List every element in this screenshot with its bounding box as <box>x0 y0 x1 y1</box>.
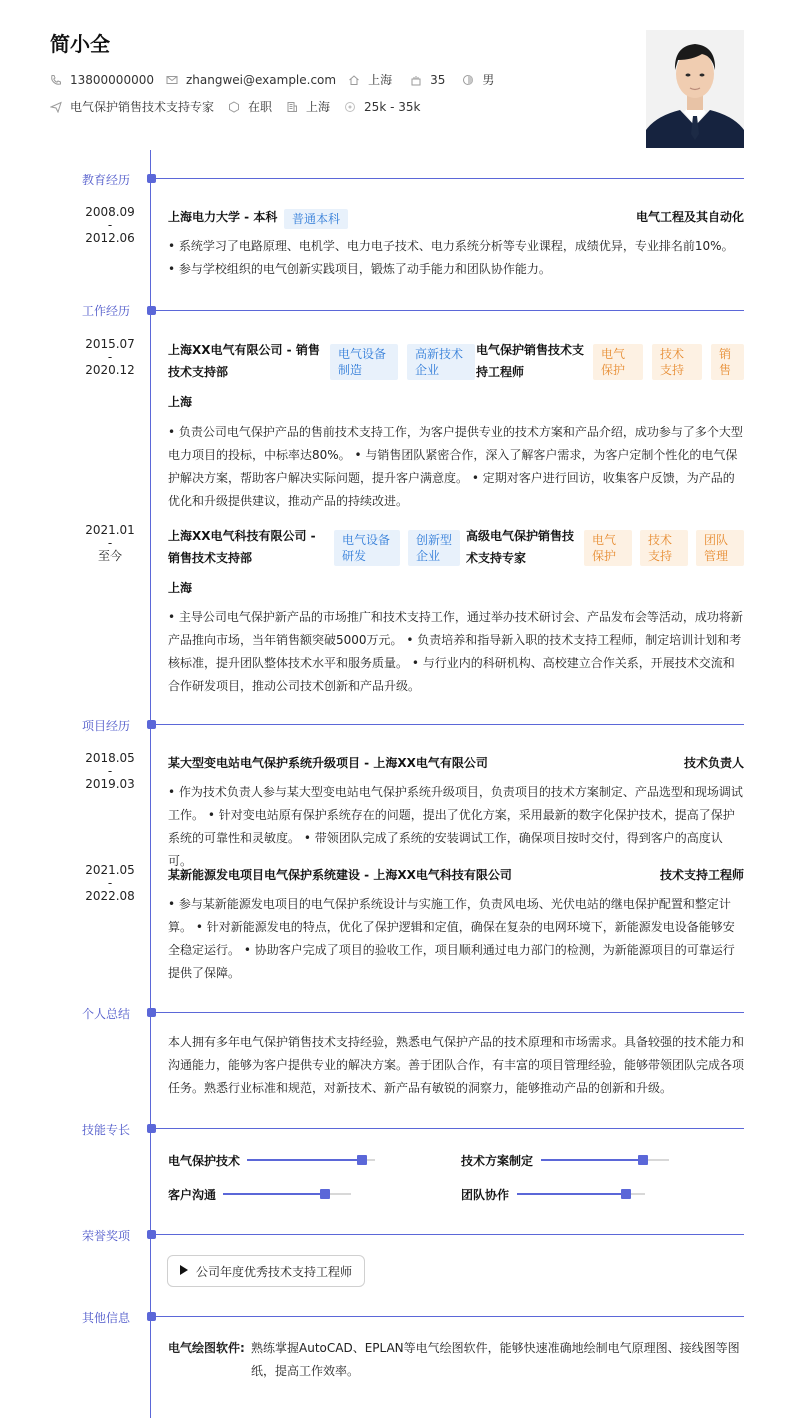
salary-icon <box>344 101 356 113</box>
section-divider <box>156 1012 744 1013</box>
section-marker <box>147 1230 156 1239</box>
candidate-name: 简小全 <box>50 32 110 56</box>
section-title-education: 教育经历 <box>82 173 131 187</box>
section-title-work: 工作经历 <box>82 304 131 318</box>
gender: 男 <box>482 73 495 87</box>
phone-icon <box>50 74 62 86</box>
section-divider <box>156 724 744 725</box>
skill-bar-knob <box>357 1155 367 1165</box>
skill-bar <box>223 1193 351 1195</box>
skill-bar <box>517 1193 645 1195</box>
award-item <box>167 1255 365 1287</box>
section-divider <box>156 1128 744 1129</box>
section-divider <box>156 1234 744 1235</box>
skill-bar-knob <box>320 1189 330 1199</box>
other-value: 熟练掌握AutoCAD、EPLAN等电气绘图软件，能够快速准确地绘制电气原理图、接线图等图纸，提高工作效率。 <box>251 1341 740 1378</box>
work-description: • 主导公司电气保护新产品的市场推广和技术支持工作，通过举办技术研讨会、产品发布会等活动，成功将新产品推向市场，当年销售额突破5000万元。 • 负责培养和指导新入职的技术支持工程师，制定培训计划和考核标准，提升团队整体技术水平和服务质量。 • 与行业内的科研机构、高校建立合作关系，开展技术交流和合作研发项目，推动公司技术创新和产品升级。 <box>168 610 743 693</box>
section-title-other: 其他信息 <box>82 1311 131 1325</box>
section-divider <box>156 1316 744 1317</box>
work-company: 上海XX电气有限公司 - 销售技术支持部 <box>168 343 320 379</box>
work-date: 2021.01 - 至今 <box>85 523 135 563</box>
section-title-project: 项目经历 <box>82 719 131 733</box>
status-icon <box>228 101 240 113</box>
section-marker <box>147 174 156 183</box>
skill-bar-knob <box>638 1155 648 1165</box>
project-description: • 作为技术负责人参与某大型变电站电气保护系统升级项目，负责项目的技术方案制定、产品选型和现场调试工作。 • 针对变电站原有保护系统存在的问题，提出了优化方案，采用最新的数字化保护技术，提高了保护系统的可靠性和灵敏度。 • 带领团队完成了系统的安装调试工作，确保项目按时交付，得到客户的高度认可。 <box>168 785 743 868</box>
section-title-summary: 个人总结 <box>82 1007 131 1021</box>
section-title-awards: 荣誉奖项 <box>82 1229 131 1243</box>
work-role: 高级电气保护销售技术支持专家 <box>466 529 575 565</box>
mail-icon <box>166 74 178 86</box>
contact-row <box>50 71 494 88</box>
skill-label: 团队协作 <box>461 1188 510 1202</box>
project-role: 技术负责人 <box>683 756 744 770</box>
job-intent-row <box>50 98 420 115</box>
age-icon <box>410 74 422 86</box>
work-tag: 高新技术企业 <box>407 344 475 380</box>
project-description: • 参与某新能源发电项目的电气保护系统设计与实施工作，负责风电场、光伏电站的继电保护配置和整定计算。 • 针对新能源发电的特点，优化了保护逻辑和定值，确保在复杂的电网环境下，新能源发电设备能够安全稳定运行。 • 协助客户完成了项目的验收工作，项目顺利通过电力部门的检测，为新能源项目的可靠运行提供了保障。 <box>168 897 735 980</box>
skill-label: 电气保护技术 <box>168 1154 241 1168</box>
project-title: 某大型变电站电气保护系统升级项目 - 上海XX电气有限公司 <box>168 756 488 770</box>
edu-tag: 普通本科 <box>284 209 348 229</box>
summary-text: 本人拥有多年电气保护销售技术支持经验，熟悉电气保护产品的技术原理和市场需求。具备较强的技术能力和沟通能力，能够为客户提供专业的解决方案。善于团队合作，有丰富的项目管理经验，能够带领团队完成各项任务。熟悉行业标准和规范，对新技术、新产品有敏锐的洞察力，能够推动产品的创新和升级。 <box>168 1035 745 1095</box>
city: 上海 <box>368 73 393 87</box>
section-marker <box>147 306 156 315</box>
project-date: 2018.05 - 2019.03 <box>85 751 135 791</box>
skill-tag: 技术支持 <box>640 530 688 566</box>
target-position: 电气保护销售技术支持专家 <box>70 100 215 114</box>
work-city: 上海 <box>306 100 331 114</box>
work-tag: 电气设备制造 <box>330 344 398 380</box>
edu-major: 电气工程及其自动化 <box>635 210 744 224</box>
skill-tag: 电气保护 <box>593 344 643 380</box>
section-marker <box>147 1008 156 1017</box>
send-icon <box>50 101 62 113</box>
skill-bar-fill <box>541 1159 643 1161</box>
skill-bar-fill <box>223 1193 325 1195</box>
skill-bar-knob <box>621 1189 631 1199</box>
phone-number: 13800000000 <box>70 72 154 87</box>
project-date: 2021.05 - 2022.08 <box>85 863 135 903</box>
edu-date: 2008.09 - 2012.06 <box>85 205 135 245</box>
work-role: 电气保护销售技术支持工程师 <box>476 343 585 379</box>
skill-label: 技术方案制定 <box>461 1154 534 1168</box>
skill-label: 客户沟通 <box>168 1188 217 1202</box>
timeline-line <box>150 150 151 1418</box>
work-city: 上海 <box>168 395 193 409</box>
work-city: 上海 <box>168 581 193 595</box>
skill-tag: 团队管理 <box>696 530 744 566</box>
skill-bar <box>247 1159 375 1161</box>
section-marker <box>147 1312 156 1321</box>
skill-bar-fill <box>517 1193 626 1195</box>
play-icon <box>180 1264 188 1278</box>
skill-tag: 电气保护 <box>584 530 632 566</box>
expected-salary: 25k - 35k <box>364 99 421 114</box>
section-marker <box>147 1124 156 1133</box>
edu-school: 上海电力大学 - 本科 <box>168 210 278 224</box>
work-tag: 电气设备研发 <box>334 530 400 566</box>
skill-bar-fill <box>247 1159 362 1161</box>
section-title-skills: 技能专长 <box>82 1123 131 1137</box>
employment-status: 在职 <box>248 100 273 114</box>
other-label: 电气绘图软件: <box>168 1341 245 1355</box>
profile-photo <box>646 30 744 148</box>
work-date: 2015.07 - 2020.12 <box>85 337 135 377</box>
email-address: zhangwei@example.com <box>185 72 337 87</box>
age: 35 <box>430 72 446 87</box>
project-role: 技术支持工程师 <box>659 868 744 882</box>
work-description: • 负责公司电气保护产品的售前技术支持工作，为客户提供专业的技术方案和产品介绍，成功参与了多个大型电力项目的投标，中标率达80%。 • 与销售团队紧密合作，深入了解客户需求，为客户定制个性化的电气保护解决方案，帮助客户解决实际问题，提升客户满意度。 • 定期对客户进行回访，收集客户反馈，为产品的优化和升级提供建议，推动产品的持续改进。 <box>168 425 743 508</box>
gender-icon <box>462 74 474 86</box>
work-tag: 创新型企业 <box>408 530 460 566</box>
edu-description: • 系统学习了电路原理、电机学、电力电子技术、电力系统分析等专业课程，成绩优异，专业排名前10%。 • 参与学校组织的电气创新实践项目，锻炼了动手能力和团队协作能力。 <box>168 239 734 276</box>
section-marker <box>147 720 156 729</box>
section-divider <box>156 178 744 179</box>
home-icon <box>348 74 360 86</box>
award-label: 公司年度优秀技术支持工程师 <box>196 1264 353 1279</box>
building-icon <box>286 101 298 113</box>
skill-tag: 销售 <box>711 344 744 380</box>
project-title: 某新能源发电项目电气保护系统建设 - 上海XX电气科技有限公司 <box>168 868 512 882</box>
work-company: 上海XX电气科技有限公司 - 销售技术支持部 <box>168 529 316 565</box>
skill-bar <box>541 1159 669 1161</box>
section-divider <box>156 310 744 311</box>
skill-tag: 技术支持 <box>652 344 702 380</box>
